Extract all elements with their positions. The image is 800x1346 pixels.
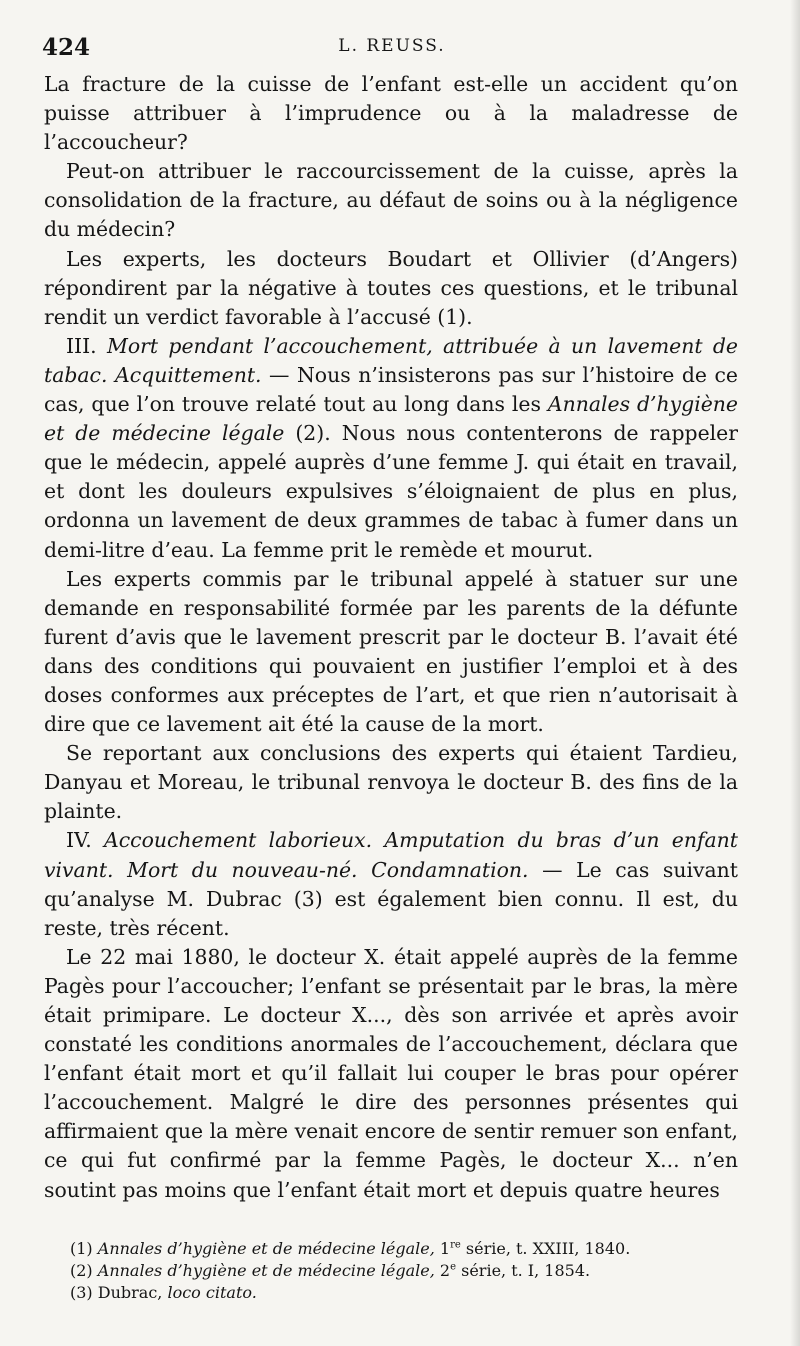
case-number: III. (66, 333, 97, 358)
body-text (44, 70, 738, 1205)
footnote-3: (3) Dubrac, loco citato. (70, 1283, 257, 1302)
paragraph-tribunal-decision: Se reportant aux conclusions des experts qui étaient Tardieu, Danyau et Moreau, le tribunal renvoya le docteur B. des fins de la plainte. (44, 741, 738, 824)
case-title: Mort pendant l’accouchement, attribuée à un lavement de tabac. Acquittement. (44, 333, 738, 387)
running-head: L. REUSS. (338, 36, 446, 56)
footnote-2: (2) Annales d’hygiène et de médecine légale, 2e série, t. I, 1854. (70, 1261, 591, 1280)
case-text: — Nous n’insisterons pas sur l’histoire de ce cas, que l’on trouve relaté tout au long dans les (44, 362, 738, 417)
case-text: — Le cas suivant qu’analyse M. Dubrac (3) est également bien connu. Il est, du reste, très récent. (44, 857, 739, 940)
footnote-1: (1) Annales d’hygiène et de médecine légale, 1re série, t. XXIII, 1840. (70, 1239, 631, 1258)
paragraph-question-fracture: La fracture de la cuisse de l’enfant est-elle un accident qu’on puisse attribuer à l’imprudence ou à la maladresse de l’accoucheur? (44, 72, 738, 155)
case-title: Accouchement laborieux. Amputation du bras d’un enfant vivant. Mort du nouveau-né. Condamnation. (44, 828, 738, 882)
page-header (42, 34, 742, 64)
paragraph-case-three (44, 332, 738, 565)
paragraph-question-shortening: Peut-on attribuer le raccourcissement de la cuisse, après la consolidation de la fracture, au défaut de soins ou à la négligence du médecin? (44, 159, 738, 242)
paragraph-case-four (44, 826, 738, 942)
paragraph-experts-verdict: Les experts, les docteurs Boudart et Ollivier (d’Angers) répondirent par la négative à toutes ces questions, et le tribunal rendit un verdict favorable à l’accusé (1). (44, 246, 738, 329)
page-number: 424 (42, 34, 91, 61)
paragraph-experts-opinion: Les experts commis par le tribunal appelé à statuer sur une demande en responsabilité formée par les parents de la défunte furent d’avis que le lavement prescrit par le docteur B. l’avait été dans des conditions qui pouvaient en justifier l’emploi et à des doses conformes aux préceptes de l’art, et que rien n’autorisait à dire que ce lavement ait été la cause de la mort. (44, 566, 738, 737)
footnotes (70, 1238, 742, 1304)
case-text: (2). Nous nous contenterons de rappeler que le médecin, appelé auprès d’une femme J. qui était en travail, et dont les douleurs expulsives s’éloignaient de plus en plus, ordonna un lavement de deux grammes de tabac à fumer dans un demi-litre d’eau. La femme prit le remède et mourut. (44, 421, 738, 562)
case-number: IV. (66, 828, 92, 853)
journal-title: Annales d’hygiène et de médecine légale (44, 392, 738, 446)
paragraph-case-details: Le 22 mai 1880, le docteur X. était appelé auprès de la femme Pagès pour l’accoucher; l’enfant se présentait par le bras, la mère était primipare. Le docteur X..., dès son arrivée et après avoir constaté les conditions anormales de l’accouchement, déclara que l’enfant était mort et qu’il fallait lui couper le bras pour opérer l’accouchement. Malgré le dire des personnes présentes qui affirmaient que la mère venait encore de sentir remuer son enfant, ce qui fut confirmé par la femme Pagès, le docteur X... n’en soutint pas moins que l’enfant était mort et depuis quatre heures (44, 944, 738, 1202)
